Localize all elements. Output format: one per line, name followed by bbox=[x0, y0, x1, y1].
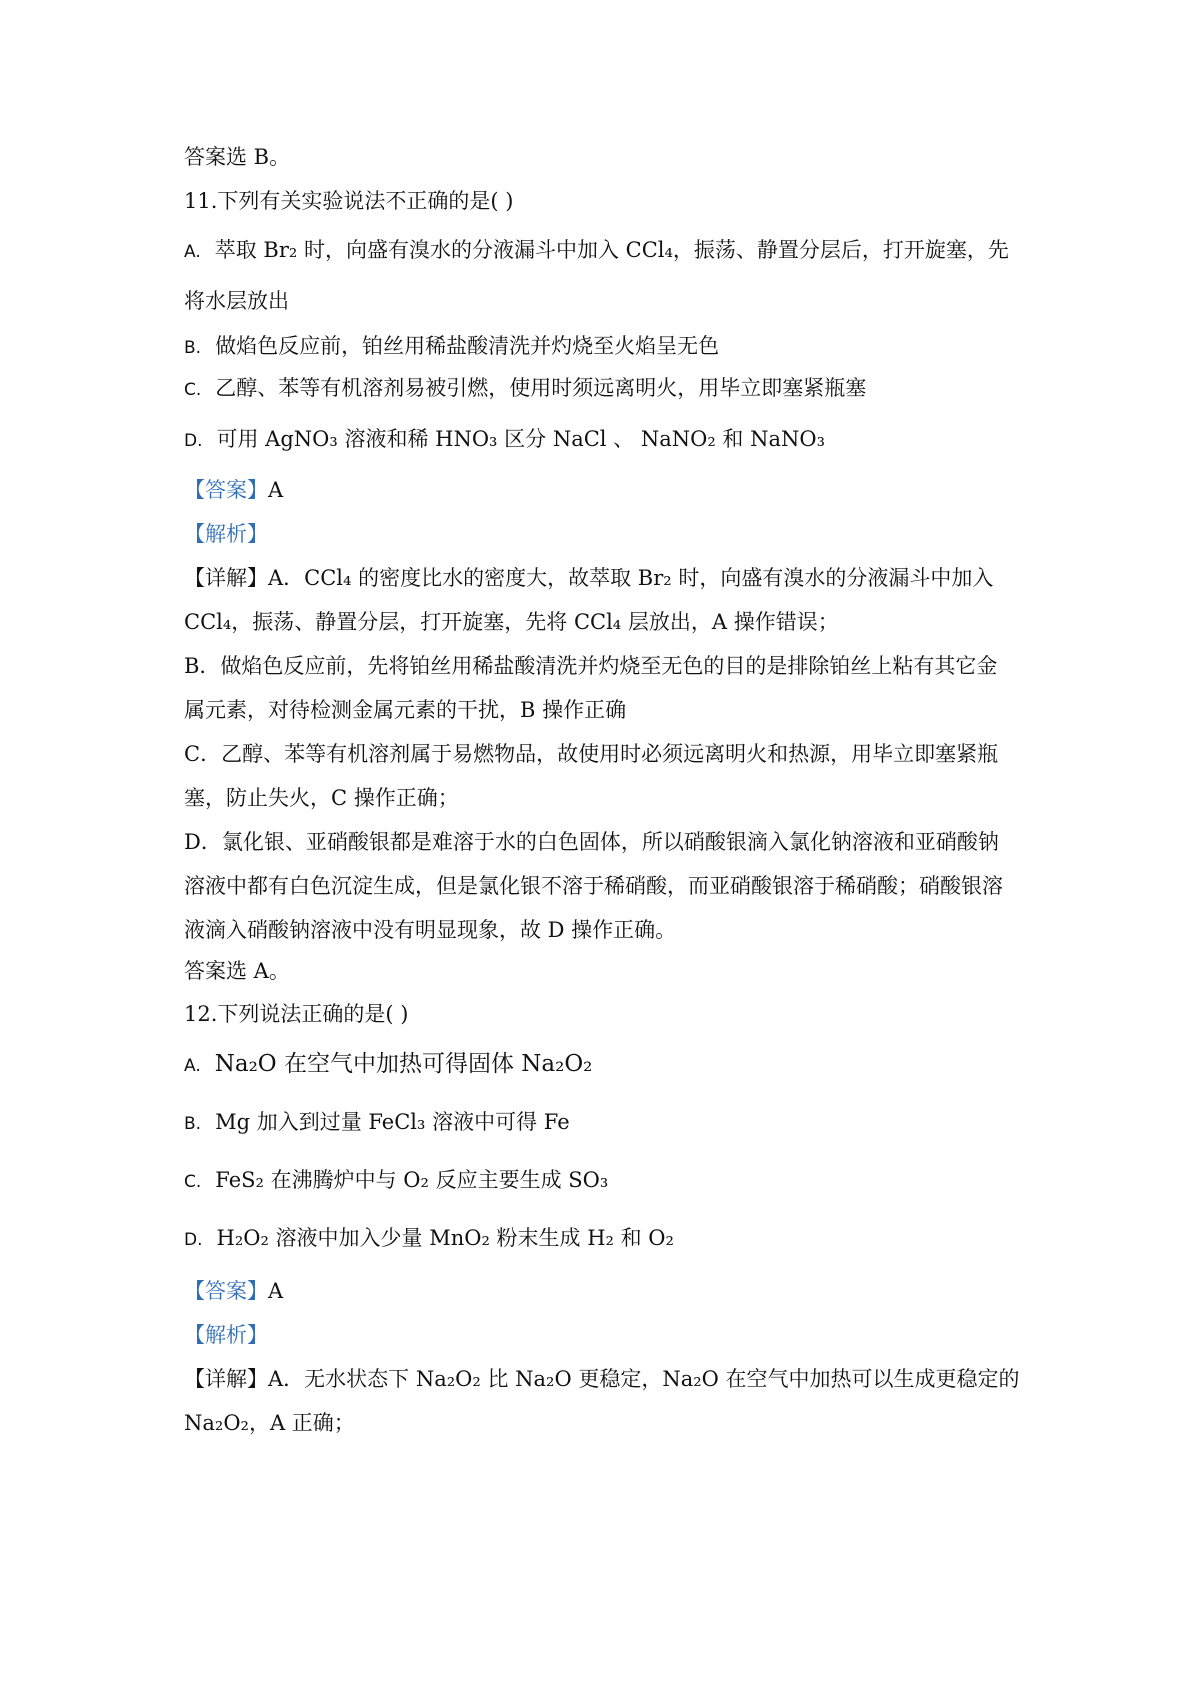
text-line: 属元素，对待检测金属元素的干扰，B 操作正确 bbox=[184, 698, 627, 722]
text-line: 答案选 A。 bbox=[184, 959, 290, 983]
text-line: C．乙醇、苯等有机溶剂属于易燃物品，故使用时必须远离明火和热源，用毕立即塞紧瓶 bbox=[184, 742, 999, 766]
text-line: 答案选 B。 bbox=[184, 145, 291, 169]
option-letter: A. bbox=[184, 242, 201, 262]
option-text: 萃取 Br₂ 时，向盛有溴水的分液漏斗中加入 CCl₄，振荡、静置分层后，打开旋塞，先 bbox=[214, 238, 1009, 262]
detail-text: A．无水状态下 Na₂O₂ 比 Na₂O 更稳定，Na₂O 在空气中加热可以生成更稳定的 bbox=[268, 1367, 1020, 1391]
question-11-option-c bbox=[184, 374, 1050, 404]
analysis-tag: 【解析】 bbox=[184, 1323, 268, 1347]
option-text: FeS₂ 在沸腾炉中与 O₂ 反应主要生成 SO₃ bbox=[215, 1168, 609, 1192]
question-11-stem: 11.下列有关实验说法不正确的是( ) bbox=[184, 189, 514, 213]
question-12-option-c bbox=[184, 1166, 1050, 1196]
text-line: Na₂O₂，A 正确； bbox=[184, 1411, 355, 1435]
option-letter: D. bbox=[184, 431, 203, 451]
option-text: H₂O₂ 溶液中加入少量 MnO₂ 粉末生成 H₂ 和 O₂ bbox=[216, 1226, 674, 1250]
option-letter: A. bbox=[184, 1056, 201, 1076]
detail-tag: 【详解】 bbox=[184, 566, 268, 590]
answer-line bbox=[184, 1277, 1050, 1305]
answer-value: A bbox=[268, 1279, 284, 1303]
question-12-option-a bbox=[184, 1050, 1050, 1080]
question-11-option-d bbox=[184, 425, 1050, 455]
question-11-option-a bbox=[184, 236, 1050, 266]
answer-tag: 【答案】 bbox=[184, 1279, 268, 1303]
detail-text: A．CCl₄ 的密度比水的密度大，故萃取 Br₂ 时，向盛有溴水的分液漏斗中加入 bbox=[268, 566, 994, 590]
text-line: B．做焰色反应前，先将铂丝用稀盐酸清洗并灼烧至无色的目的是排除铂丝上粘有其它金 bbox=[184, 654, 998, 678]
option-text: Na₂O 在空气中加热可得固体 Na₂O₂ bbox=[214, 1051, 593, 1077]
question-12-option-d bbox=[184, 1224, 1050, 1254]
text-line: 溶液中都有白色沉淀生成，但是氯化银不溶于稀硝酸，而亚硝酸银溶于稀硝酸；硝酸银溶 bbox=[184, 874, 1003, 898]
option-text: 乙醇、苯等有机溶剂易被引燃，使用时须远离明火，用毕立即塞紧瓶塞 bbox=[215, 376, 867, 400]
question-11-option-b bbox=[184, 332, 1050, 362]
question-12-option-b bbox=[184, 1108, 1050, 1138]
option-letter: D. bbox=[184, 1230, 203, 1250]
option-letter: C. bbox=[184, 380, 202, 400]
detail-tag: 【详解】 bbox=[184, 1367, 268, 1391]
analysis-line bbox=[184, 520, 1050, 548]
option-text: 可用 AgNO₃ 溶液和稀 HNO₃ 区分 NaCl 、 NaNO₂ 和 NaNO₃ bbox=[216, 427, 826, 451]
answer-line bbox=[184, 476, 1050, 504]
detail-line bbox=[184, 564, 1050, 592]
text-line: CCl₄，振荡、静置分层，打开旋塞，先将 CCl₄ 层放出，A 操作错误； bbox=[184, 610, 839, 634]
option-letter: C. bbox=[184, 1172, 202, 1192]
option-letter: B. bbox=[184, 1114, 202, 1134]
answer-tag: 【答案】 bbox=[184, 478, 268, 502]
question-12-stem: 12.下列说法正确的是( ) bbox=[184, 1002, 409, 1026]
text-line: D．氯化银、亚硝酸银都是难溶于水的白色固体，所以硝酸银滴入氯化钠溶液和亚硝酸钠 bbox=[184, 830, 999, 854]
option-letter: B. bbox=[184, 338, 202, 358]
detail-line bbox=[184, 1365, 1050, 1393]
question-11-option-a-cont: 将水层放出 bbox=[184, 289, 289, 313]
option-text: Mg 加入到过量 FeCl₃ 溶液中可得 Fe bbox=[215, 1110, 570, 1134]
answer-value: A bbox=[268, 478, 284, 502]
analysis-line bbox=[184, 1321, 1050, 1349]
analysis-tag: 【解析】 bbox=[184, 522, 268, 546]
text-line: 塞，防止失火，C 操作正确； bbox=[184, 786, 459, 810]
text-line: 液滴入硝酸钠溶液中没有明显现象，故 D 操作正确。 bbox=[184, 918, 677, 942]
option-text: 做焰色反应前，铂丝用稀盐酸清洗并灼烧至火焰呈无色 bbox=[215, 334, 720, 358]
